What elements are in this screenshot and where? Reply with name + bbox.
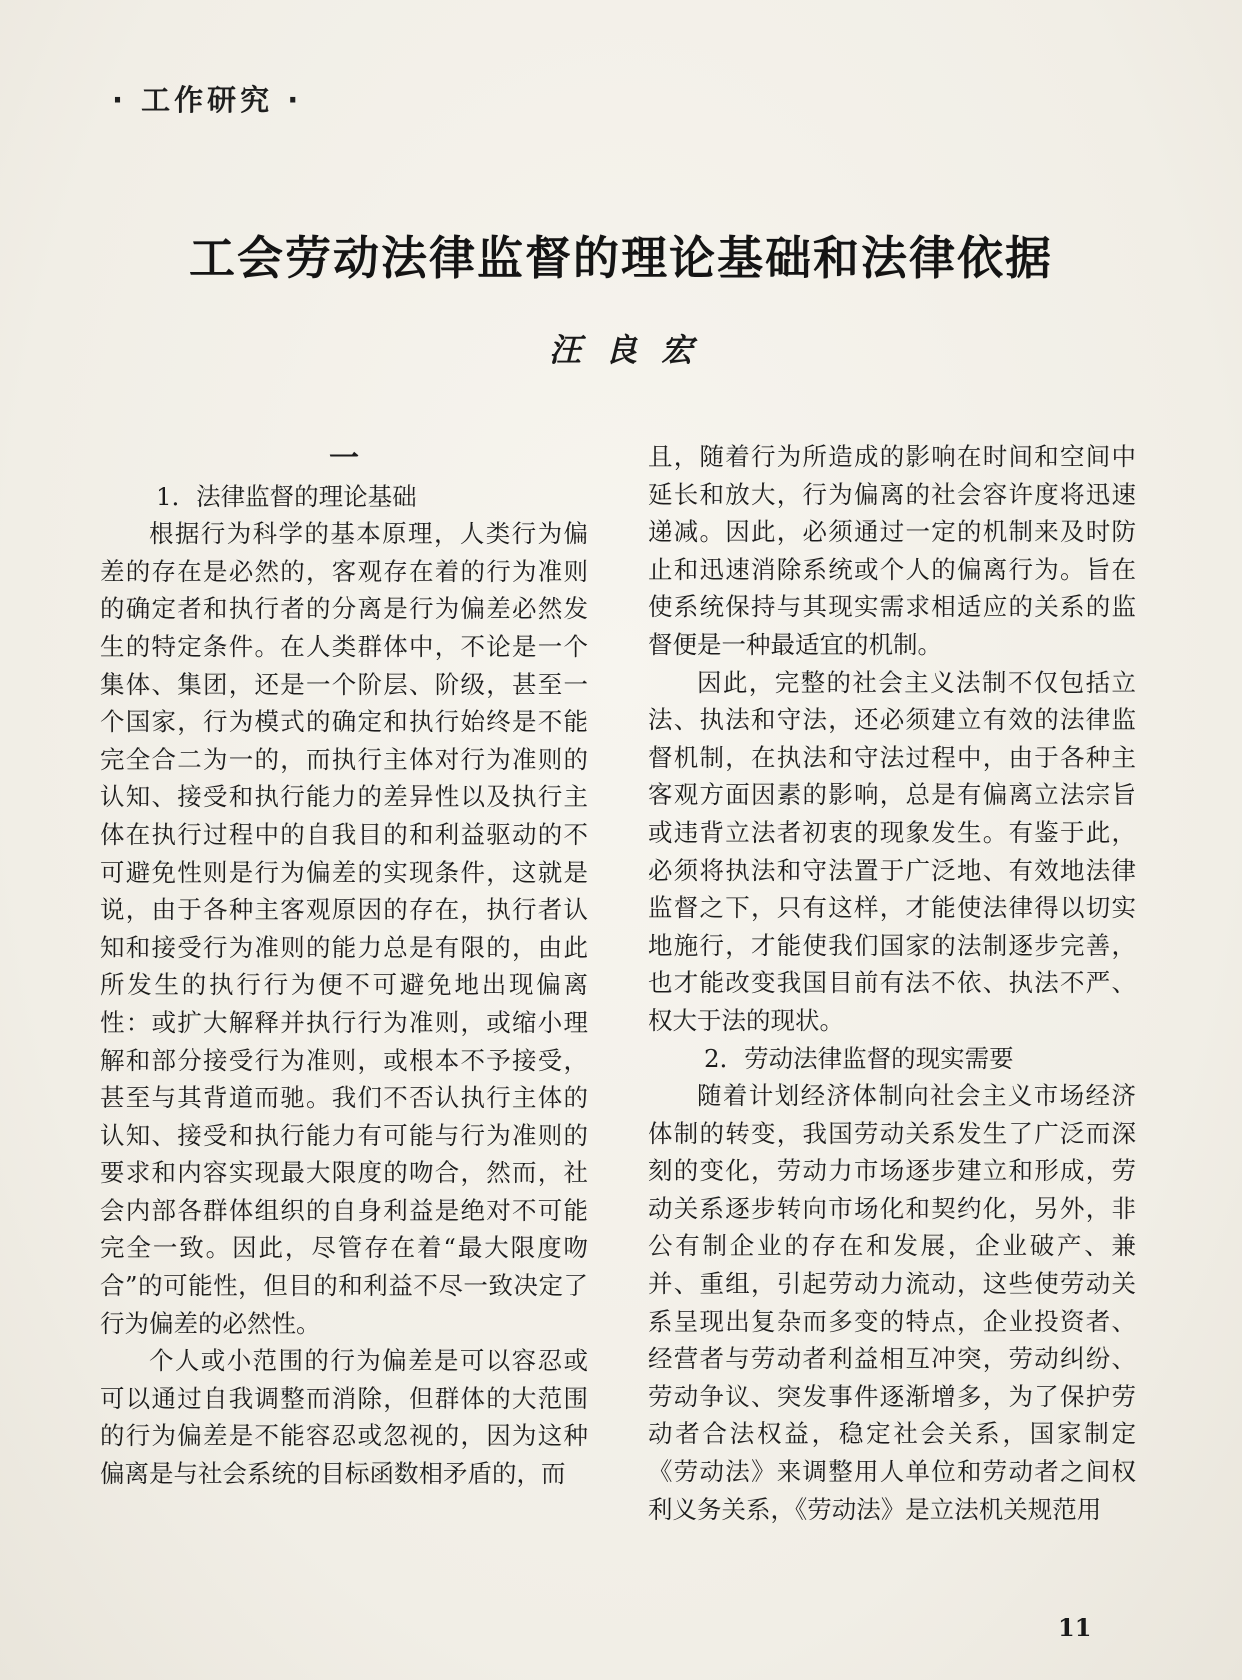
section-heading-numeral: 一 [329, 441, 359, 476]
article-title: 工会劳动法律监督的理论基础和法律依据 [189, 231, 1053, 285]
section-label: · 工作研究 · [112, 83, 303, 117]
body-paragraph-continued: 且，随着行为所造成的影响在时间和空间中延长和放大，行为偏离的社会容许度将迅速递减。因此，必须通过一定的机制来及时防止和迅速消除系统或个人的偏离行为。旨在使系统保持与其现实需求相适应的关系的监督便是一种最适宜的机制。 [648, 442, 1136, 659]
page-number: 11 [1058, 1613, 1092, 1642]
left-column [100, 440, 588, 1493]
body-paragraph: 因此，完整的社会主义法制不仅包括立法、执法和守法，还必须建立有效的法律监督机制，在执法和守法过程中，由于各种主客观方面因素的影响，总是有偏离立法宗旨或违背立法者初衷的现象发生。有鉴于此，必须将执法和守法置于广泛地、有效地法律监督之下，只有这样，才能使法律得以切实地施行，才能使我们国家的法制逐步完善，也才能改变我国目前有法不依、执法不严、权大于法的现状。 [648, 667, 1136, 1035]
body-paragraph: 个人或小范围的行为偏差是可以容忍或可以通过自我调整而消除，但群体的大范围的行为偏差是不能容忍或忽视的，因为这种偏离是与社会系统的目标函数相矛盾的，而 [100, 1346, 588, 1489]
right-column [648, 438, 1136, 1528]
subheading-theoretical-basis: 1．法律监督的理论基础 [156, 481, 417, 511]
article-author: 汪良宏 [548, 331, 717, 369]
body-paragraph: 根据行为科学的基本原理，人类行为偏差的存在是必然的，客观存在着的行为准则的确定者和执行者的分离是行为偏差必然发生的特定条件。在人类群体中，不论是一个集体、集团，还是一个阶层、阶级，甚至一个国家，行为模式的确定和执行始终是不能完全合二为一的，而执行主体对行为准则的认知、接受和执行能力的差异性以及执行主体在执行过程中的自我目的和利益驱动的不可避免性则是行为偏差的实现条件，这就是说，由于各种主客观原因的存在，执行者认知和接受行为准则的能力总是有限的，由此所发生的执行行为便不可避免地出现偏离性：或扩大解释并执行行为准则，或缩小理解和部分接受行为准则，或根本不予接受，甚至与其背道而驰。我们不否认执行主体的认知、接受和执行能力有可能与行为准则的要求和内容实现最大限度的吻合，然而，社会内部各群体组织的自身利益是绝对不可能完全一致。因此，尽管存在着“最大限度吻合”的可能性，但目的和利益不尽一致决定了行为偏差的必然性。 [100, 519, 588, 1338]
subheading-practical-need: 2．劳动法律监督的现实需要 [704, 1043, 1014, 1073]
body-paragraph: 随着计划经济体制向社会主义市场经济体制的转变，我国劳动关系发生了广泛而深刻的变化，劳动力市场逐步建立和形成，劳动关系逐步转向市场化和契约化，另外，非公有制企业的存在和发展，企业破产、兼并、重组，引起劳动力流动，这些使劳动关系呈现出复杂而多变的特点，企业投资者、经营者与劳动者利益相互冲突，劳动纠纷、劳动争议、突发事件逐渐增多，为了保护劳动者合法权益，稳定社会关系，国家制定《劳动法》来调整用人单位和劳动者之间权利义务关系，《劳动法》是立法机关规范用 [648, 1081, 1136, 1524]
